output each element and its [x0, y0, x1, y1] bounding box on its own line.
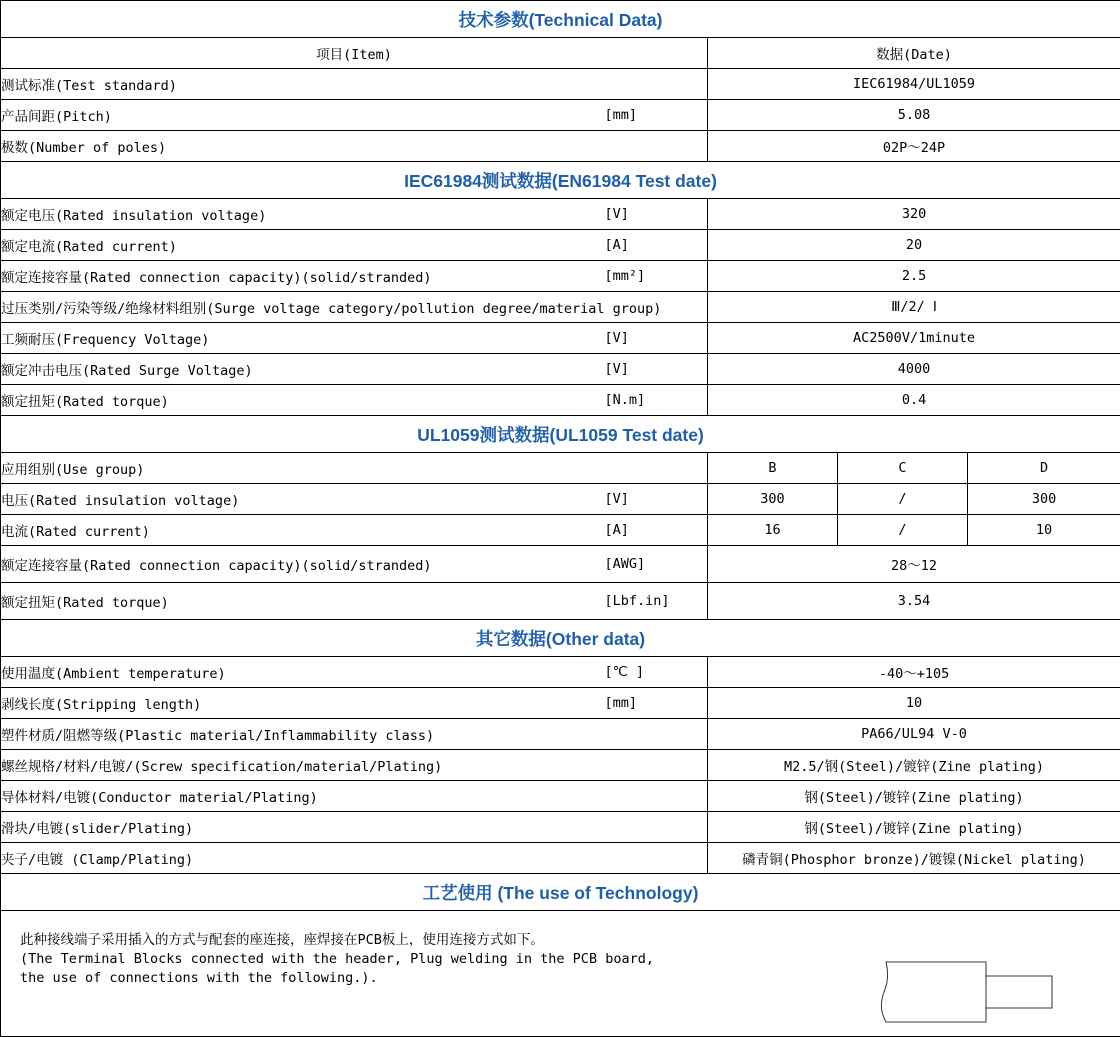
use-group-row [1, 453, 1120, 484]
param-label: 电压(Rated insulation voltage) [1, 484, 605, 515]
iec-param-row [1, 261, 1120, 292]
general-param-row [1, 69, 1120, 100]
use-group-cell: C [838, 453, 968, 484]
param-unit [605, 843, 708, 874]
ul-split-row [1, 484, 1120, 515]
ul-section-title: UL1059测试数据(UL1059 Test date) [1, 416, 1120, 453]
usage-section-title: 工艺使用 (The use of Technology) [1, 874, 1120, 911]
use-group-cell: B [708, 453, 838, 484]
param-unit: [mm] [605, 688, 708, 719]
param-unit [605, 781, 708, 812]
other-param-row [1, 843, 1120, 874]
iec-param-row [1, 354, 1120, 385]
param-unit [605, 453, 708, 484]
param-value: 300 [708, 484, 838, 515]
param-label: 额定电压(Rated insulation voltage) [1, 199, 605, 230]
param-value: 磷青铜(Phosphor bronze)/镀镍(Nickel plating) [708, 843, 1120, 874]
param-value: 3.54 [708, 583, 1120, 620]
param-label: 额定连接容量(Rated connection capacity)(solid/stranded) [1, 261, 605, 292]
other-section-title-row [1, 620, 1120, 657]
param-unit [605, 131, 708, 162]
param-label: 额定扭矩(Rated torque) [1, 583, 605, 620]
param-label: 滑块/电镀(slider/Plating) [1, 812, 605, 843]
param-unit: [A] [605, 230, 708, 261]
usage-description: 此种接线端子采用插入的方式与配套的座连接，座焊接在PCB板上，使用连接方式如下。 (The Terminal Blocks connected with the header, Plug welding in the PCB board, the use of connections with the following.). [1, 911, 1120, 988]
table-title: 技术参数(Technical Data) [1, 1, 1120, 38]
param-label: 剥线长度(Stripping length) [1, 688, 605, 719]
param-value: 16 [708, 515, 838, 546]
param-value: M2.5/钢(Steel)/镀锌(Zine plating) [708, 750, 1120, 781]
other-section-title: 其它数据(Other data) [1, 620, 1120, 657]
param-label: 应用组别(Use group) [1, 453, 605, 484]
param-label: 夹子/电镀 (Clamp/Plating) [1, 843, 605, 874]
param-value: 10 [708, 688, 1120, 719]
param-value: 钢(Steel)/镀锌(Zine plating) [708, 781, 1120, 812]
param-label: 过压类别/污染等级/绝缘材料组别(Surge voltage category/pollution degree/material group) [1, 292, 605, 323]
param-unit: [AWG] [605, 546, 708, 583]
param-value: PA66/UL94 V-0 [708, 719, 1120, 750]
param-unit: [V] [605, 323, 708, 354]
other-param-row [1, 750, 1120, 781]
param-label: 额定冲击电压(Rated Surge Voltage) [1, 354, 605, 385]
use-group-cell: D [968, 453, 1120, 484]
ul-section-title-row [1, 416, 1120, 453]
param-value: -40～+105 [708, 657, 1120, 688]
iec-param-row [1, 230, 1120, 261]
param-label: 使用温度(Ambient temperature) [1, 657, 605, 688]
iec-param-row [1, 323, 1120, 354]
param-value: 300 [968, 484, 1120, 515]
iec-section-title-row [1, 162, 1120, 199]
table-title-row [1, 1, 1120, 38]
param-label: 工频耐压(Frequency Voltage) [1, 323, 605, 354]
param-value: / [838, 484, 968, 515]
other-param-row [1, 781, 1120, 812]
param-unit [605, 69, 708, 100]
param-label: 产品间距(Pitch) [1, 100, 605, 131]
connector-drawing [880, 960, 1056, 1026]
other-param-row [1, 688, 1120, 719]
usage-section-title-row [1, 874, 1120, 911]
param-value: AC2500V/1minute [708, 323, 1120, 354]
param-label: 额定连接容量(Rated connection capacity)(solid/stranded) [1, 546, 605, 583]
column-header-data: 数据(Date) [708, 38, 1120, 69]
ul-param-row [1, 583, 1120, 620]
param-value: IEC61984/UL1059 [708, 69, 1120, 100]
iec-param-row [1, 199, 1120, 230]
usage-row [1, 911, 1120, 1037]
param-label: 螺丝规格/材料/电镀/(Screw specification/material/Plating) [1, 750, 605, 781]
param-unit: [mm²] [605, 261, 708, 292]
param-value: Ⅲ/2/ Ⅰ [708, 292, 1120, 323]
column-header-row [1, 38, 1120, 69]
param-unit: [V] [605, 484, 708, 515]
param-label: 塑件材质/阻燃等级(Plastic material/Inflammability class) [1, 719, 605, 750]
other-param-row [1, 812, 1120, 843]
param-unit: [N.m] [605, 385, 708, 416]
param-value: 0.4 [708, 385, 1120, 416]
param-value: 10 [968, 515, 1120, 546]
param-unit: [Lbf.in] [605, 583, 708, 620]
param-unit: [V] [605, 199, 708, 230]
param-value: 20 [708, 230, 1120, 261]
iec-section-title: IEC61984测试数据(EN61984 Test date) [1, 162, 1120, 199]
param-unit [605, 812, 708, 843]
ul-split-row [1, 515, 1120, 546]
param-label: 电流(Rated current) [1, 515, 605, 546]
ul-param-row [1, 546, 1120, 583]
param-value: 02P～24P [708, 131, 1120, 162]
iec-param-row [1, 385, 1120, 416]
param-value: 28～12 [708, 546, 1120, 583]
column-header-item: 项目(Item) [1, 38, 708, 69]
general-param-row [1, 100, 1120, 131]
other-param-row [1, 657, 1120, 688]
param-label: 测试标准(Test standard) [1, 69, 605, 100]
param-value: 2.5 [708, 261, 1120, 292]
technical-data-body [1, 1, 1120, 1037]
param-label: 额定电流(Rated current) [1, 230, 605, 261]
param-value: 5.08 [708, 100, 1120, 131]
param-value: 320 [708, 199, 1120, 230]
param-label: 导体材料/电镀(Conductor material/Plating) [1, 781, 605, 812]
general-param-row [1, 131, 1120, 162]
iec-param-row [1, 292, 1120, 323]
usage-cell [1, 911, 1120, 1037]
param-value: 钢(Steel)/镀锌(Zine plating) [708, 812, 1120, 843]
param-label: 额定扭矩(Rated torque) [1, 385, 605, 416]
param-value: 4000 [708, 354, 1120, 385]
param-unit: [℃ ] [605, 657, 708, 688]
other-param-row [1, 719, 1120, 750]
param-unit: [mm] [605, 100, 708, 131]
param-unit: [A] [605, 515, 708, 546]
param-label: 极数(Number of poles) [1, 131, 605, 162]
param-unit [605, 750, 708, 781]
param-unit: [V] [605, 354, 708, 385]
plug-header-outline [880, 960, 1056, 1026]
param-unit [605, 719, 708, 750]
param-value: / [838, 515, 968, 546]
